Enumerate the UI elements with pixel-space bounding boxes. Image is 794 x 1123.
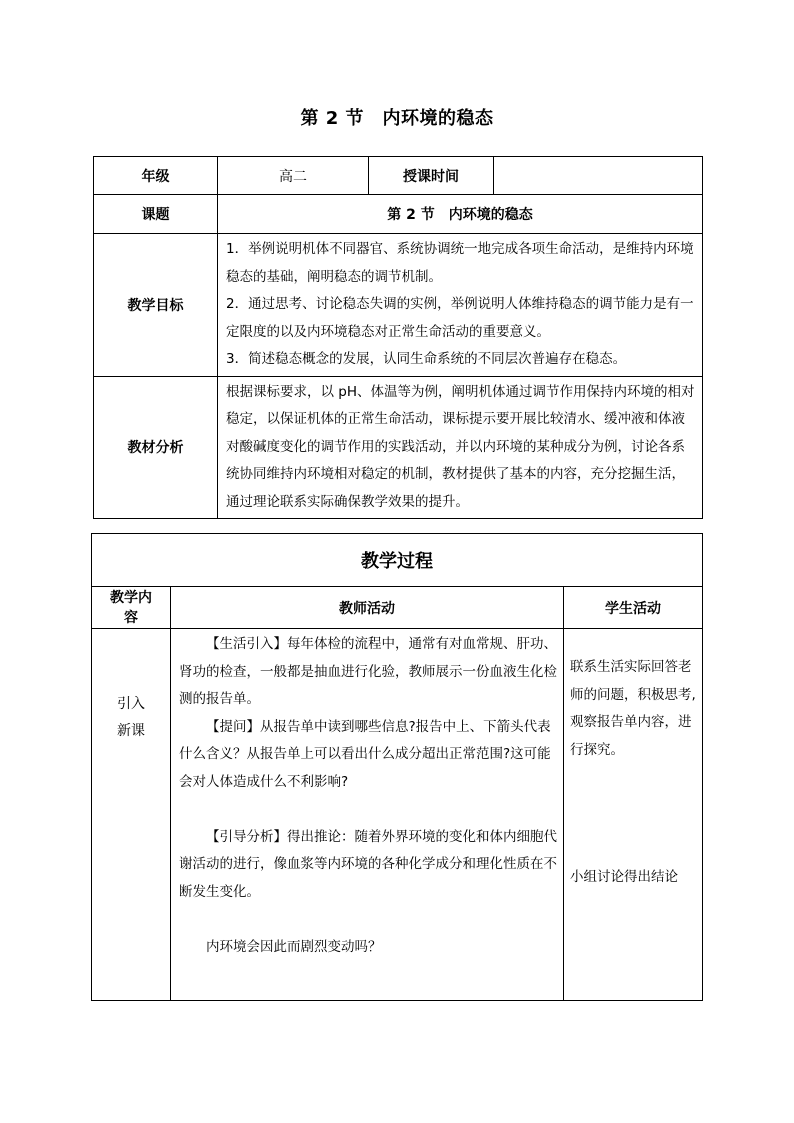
goal-item: 1．举例说明机体不同器官、系统协调统一地完成各项生命活动，是维持内环境稳态的基础，阐明稳态的调节机制。 (226, 241, 694, 285)
topic-value: 第 2 节 内环境的稳态 (218, 195, 703, 234)
goal-item: 3．简述稳态概念的发展，认同生命系统的不同层次普遍存在稳态。 (226, 351, 627, 367)
goal-item: 2．通过思考、讨论稳态失调的实例，举例说明人体维持稳态的调节能力是有一定限度的以及内环境稳态对正常生命活动的重要意义。 (226, 296, 694, 340)
goals-label: 教学目标 (94, 234, 218, 377)
col-header-content: 教学内容 (92, 587, 171, 629)
student-paragraph: 联系生活实际回答老师的问题，积极思考,观察报告单内容，进行探究。 (570, 659, 696, 758)
teacher-paragraph: 【引导分析】得出推论：随着外界环境的变化和体内细胞代谢活动的进行，像血浆等内环境的各种化学成分和理化性质在不断发生变化。 (179, 828, 557, 900)
analysis-label: 教材分析 (94, 376, 218, 519)
row-label-intro: 引入新课 (92, 629, 171, 1001)
teacher-paragraph: 【生活引入】每年体检的流程中，通常有对血常规、肝功、肾功的检查，一般都是抽血进行化验，教师展示一份血液生化检测的报告单。 (179, 636, 557, 707)
teacher-paragraph: 内环境会因此而剧烈变动吗？ (206, 938, 382, 955)
teacher-paragraph: 【提问】从报告单中读到哪些信息?报告中上、下箭头代表什么含义？从报告单上可以看出什么成分超出正常范围?这可能会对人体造成什么不利影响? (179, 718, 551, 790)
teacher-paragraph-blank (179, 796, 559, 824)
goals-cell (218, 234, 703, 377)
student-activity-cell (564, 629, 703, 1001)
time-label: 授课时间 (369, 157, 494, 195)
student-paragraph: 小组讨论得出结论 (570, 869, 678, 885)
teacher-activity-cell (171, 629, 564, 1001)
process-title: 教学过程 (92, 534, 703, 587)
analysis-paragraph: 根据课标要求，以 pH、体温等为例，阐明机体通过调节作用保持内环境的相对稳定，以保证机体的正常生命活动，课标提示要开展比较清水、缓冲液和体液对酸碱度变化的调节作用的实践活动，并以内环境的某种成分为例，讨论各系统协同维持内环境相对稳定的机制，教材提供了基本的内容，充分挖掘生活，通过理论联系实际确保教学效果的提升。 (226, 383, 695, 510)
page-title: 第 2 节 内环境的稳态 (300, 108, 494, 129)
topic-label: 课题 (94, 195, 218, 234)
time-value (494, 157, 703, 195)
grade-label: 年级 (94, 157, 218, 195)
col-header-student: 学生活动 (564, 587, 703, 629)
grade-value: 高二 (218, 157, 369, 195)
analysis-text (218, 376, 703, 519)
lesson-info-table (93, 156, 703, 519)
teaching-process-table (91, 533, 703, 1001)
col-header-teacher: 教师活动 (171, 587, 564, 629)
teacher-paragraph-blank (179, 906, 559, 934)
